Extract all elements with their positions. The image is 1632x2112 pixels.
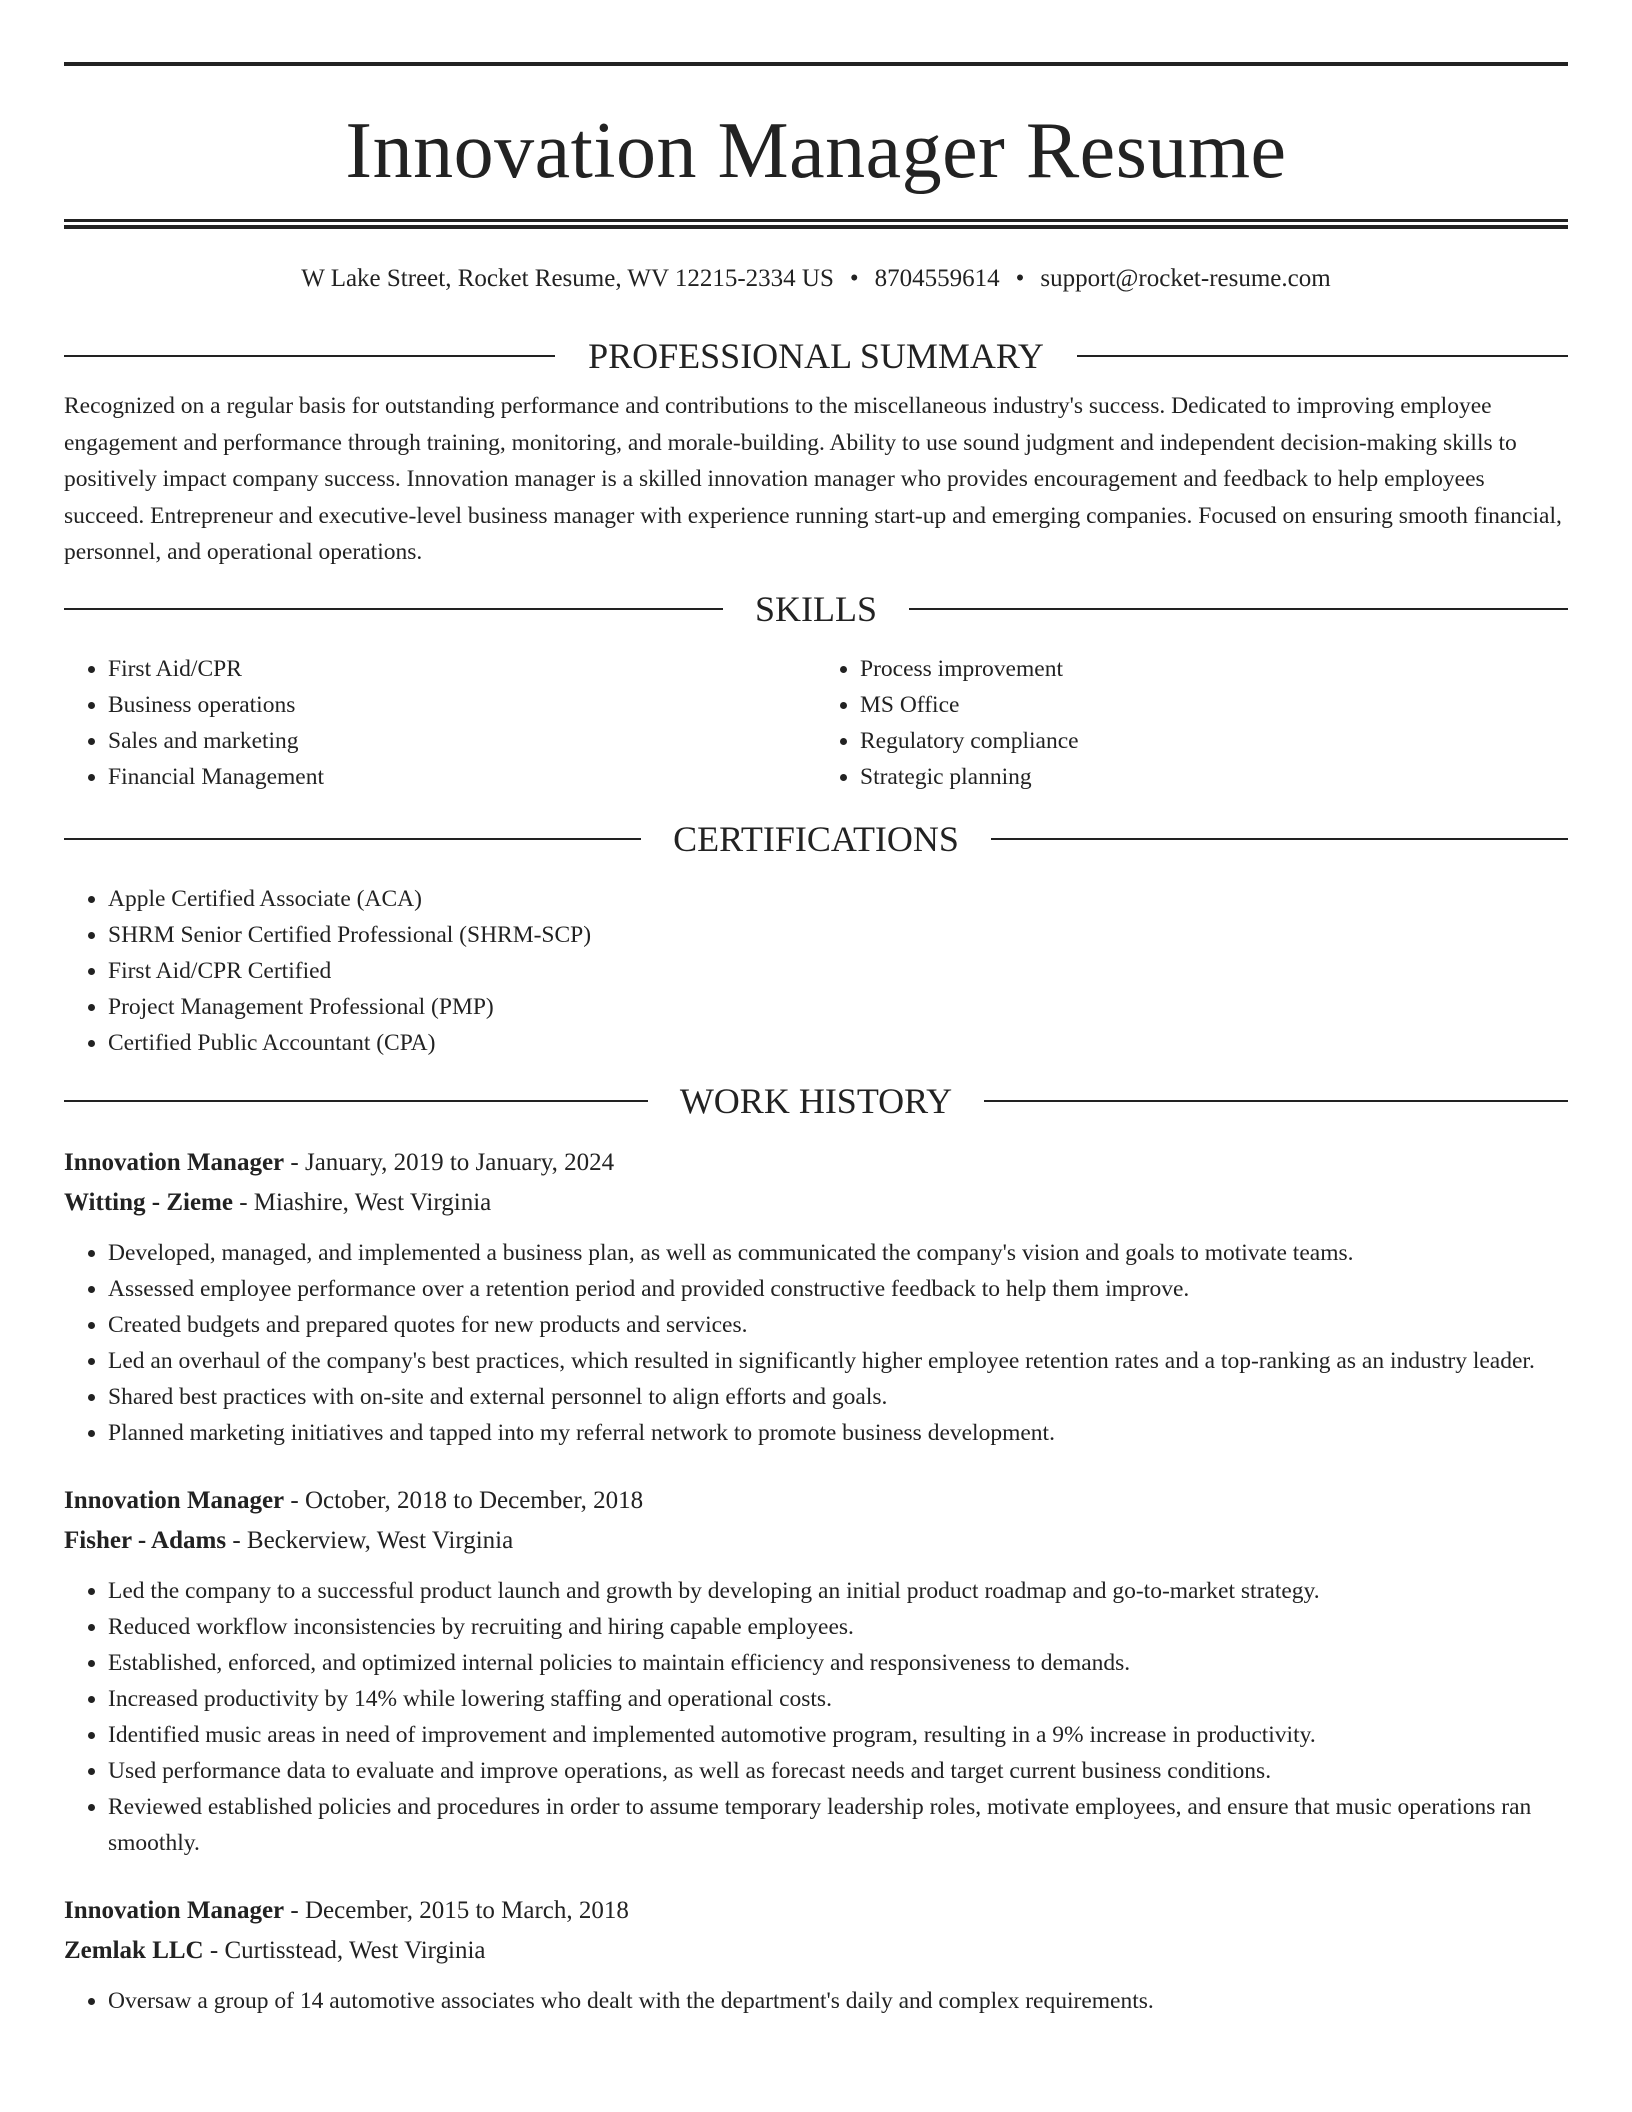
contact-separator: • bbox=[849, 265, 859, 292]
heading-rule-left bbox=[64, 608, 723, 610]
job-bullets bbox=[64, 1573, 1568, 1861]
job-bullet: • Established, enforced, and optimized internal policies to maintain efficiency and responsiveness to demands. bbox=[108, 1645, 1568, 1681]
job-bullet: • Used performance data to evaluate and improve operations, as well as forecast needs and target current business conditions. bbox=[108, 1753, 1568, 1789]
job-location: Miashire, West Virginia bbox=[253, 1188, 492, 1216]
job-bullet: • Oversaw a group of 14 automotive associates who dealt with the department's daily and complex requirements. bbox=[108, 1983, 1568, 2019]
section-heading-work-history bbox=[64, 1079, 1568, 1123]
heading-rule-right bbox=[909, 608, 1568, 610]
job-dates: October, 2018 to December, 2018 bbox=[304, 1486, 644, 1514]
section-title: SKILLS bbox=[755, 588, 878, 629]
job-bullet: • Led an overhaul of the company's best practices, which resulted in significantly higher employee retention rates and a top-ranking as an industry leader. bbox=[108, 1343, 1568, 1379]
job-title-line: Innovation Manager - October, 2018 to December, 2018 bbox=[64, 1486, 644, 1514]
job-bullets bbox=[64, 1235, 1568, 1451]
skill-item: • Business operations bbox=[108, 687, 816, 723]
section-title: CERTIFICATIONS bbox=[673, 818, 959, 859]
job-company: Witting - Zieme bbox=[64, 1188, 233, 1216]
header-double-rule bbox=[64, 219, 1568, 229]
job-bullet: • Planned marketing initiatives and tapped into my referral network to promote business development. bbox=[108, 1415, 1568, 1451]
resume-page bbox=[64, 62, 1568, 2019]
certification-item: • Project Management Professional (PMP) bbox=[108, 989, 1568, 1025]
job-company-line: Witting - Zieme - Miashire, West Virginia bbox=[64, 1188, 492, 1216]
contact-phone: 8704559614 bbox=[874, 265, 1000, 292]
header-top-rule bbox=[64, 62, 1568, 66]
skill-item: • Strategic planning bbox=[860, 759, 1568, 795]
job-title-line: Innovation Manager - December, 2015 to March, 2018 bbox=[64, 1896, 629, 1924]
skill-item: • Financial Management bbox=[108, 759, 816, 795]
certification-item: • First Aid/CPR Certified bbox=[108, 953, 1568, 989]
job-entry bbox=[64, 1481, 1568, 1861]
resume-title: Innovation Manager Resume bbox=[345, 107, 1287, 195]
heading-rule-right bbox=[1077, 355, 1568, 357]
section-heading-certifications bbox=[64, 817, 1568, 861]
job-company: Zemlak LLC bbox=[64, 1936, 204, 1964]
section-title: WORK HISTORY bbox=[679, 1080, 953, 1121]
contact-separator: • bbox=[1015, 265, 1025, 292]
section-title: PROFESSIONAL SUMMARY bbox=[588, 336, 1044, 376]
heading-rule-left bbox=[64, 355, 555, 357]
job-bullet: • Assessed employee performance over a retention period and provided constructive feedback to help them improve. bbox=[108, 1271, 1568, 1307]
skill-item: • First Aid/CPR bbox=[108, 651, 816, 687]
job-bullet: • Increased productivity by 14% while lowering staffing and operational costs. bbox=[108, 1681, 1568, 1717]
contact-address: W Lake Street, Rocket Resume, WV 12215-2334 US bbox=[301, 265, 834, 292]
job-title: Innovation Manager bbox=[64, 1486, 285, 1514]
job-bullet: • Shared best practices with on-site and external personnel to align efforts and goals. bbox=[108, 1379, 1568, 1415]
summary-paragraph: Recognized on a regular basis for outstanding performance and contributions to the miscellaneous industry's success. Dedicated to improving employee engagement and performance through training, monitoring, and morale-building. Ability to use sound judgment and independent decision-making skills to positively impact company success. Innovation manager is a skilled innovation manager who provides encouragement and feedback to help employees succeed. Entrepreneur and executive-level business manager with experience running start-up and emerging companies. Focused on ensuring smooth financial, personnel, and operational operations. bbox=[64, 393, 1562, 566]
job-bullet: • Led the company to a successful product launch and growth by developing an initial product roadmap and go-to-market strategy. bbox=[108, 1573, 1568, 1609]
heading-rule-right bbox=[991, 838, 1568, 840]
job-company: Fisher - Adams bbox=[64, 1526, 227, 1554]
job-bullet: • Identified music areas in need of improvement and implemented automotive program, resulting in a 9% increase in productivity. bbox=[108, 1717, 1568, 1753]
job-entry bbox=[64, 1891, 1568, 2019]
job-dates: January, 2019 to January, 2024 bbox=[304, 1148, 615, 1176]
job-title: Innovation Manager bbox=[64, 1148, 285, 1176]
job-bullets bbox=[64, 1983, 1568, 2019]
skill-item: • Regulatory compliance bbox=[860, 723, 1568, 759]
heading-rule-right bbox=[984, 1100, 1568, 1102]
certification-item: • Certified Public Accountant (CPA) bbox=[108, 1025, 1568, 1061]
job-bullet: • Reduced workflow inconsistencies by recruiting and hiring capable employees. bbox=[108, 1609, 1568, 1645]
section-heading-summary bbox=[64, 334, 1568, 378]
job-bullet: • Developed, managed, and implemented a business plan, as well as communicated the company's vision and goals to motivate teams. bbox=[108, 1235, 1568, 1271]
section-heading-skills bbox=[64, 587, 1568, 631]
skills-columns bbox=[64, 651, 1568, 795]
skill-item: • Process improvement bbox=[860, 651, 1568, 687]
job-dates: December, 2015 to March, 2018 bbox=[304, 1896, 629, 1924]
certification-item: • Apple Certified Associate (ACA) bbox=[108, 881, 1568, 917]
job-location: Beckerview, West Virginia bbox=[246, 1526, 514, 1554]
skills-list-right bbox=[816, 651, 1568, 795]
skill-item: • MS Office bbox=[860, 687, 1568, 723]
job-company-line: Zemlak LLC - Curtisstead, West Virginia bbox=[64, 1936, 486, 1964]
skill-item: • Sales and marketing bbox=[108, 723, 816, 759]
job-bullet: • Reviewed established policies and procedures in order to assume temporary leadership roles, motivate employees, and ensure that music operations ran smoothly. bbox=[108, 1789, 1568, 1861]
job-entry bbox=[64, 1143, 1568, 1451]
heading-rule-left bbox=[64, 838, 641, 840]
contact-line bbox=[64, 264, 1568, 294]
certifications-list bbox=[64, 881, 1568, 1061]
certification-item: • SHRM Senior Certified Professional (SHRM-SCP) bbox=[108, 917, 1568, 953]
job-title: Innovation Manager bbox=[64, 1896, 285, 1924]
job-location: Curtisstead, West Virginia bbox=[224, 1936, 486, 1964]
skills-list-left bbox=[64, 651, 816, 795]
job-title-line: Innovation Manager - January, 2019 to January, 2024 bbox=[64, 1148, 615, 1176]
heading-rule-left bbox=[64, 1100, 648, 1102]
job-bullet: • Created budgets and prepared quotes for new products and services. bbox=[108, 1307, 1568, 1343]
job-company-line: Fisher - Adams - Beckerview, West Virginia bbox=[64, 1526, 514, 1554]
contact-email: support@rocket-resume.com bbox=[1040, 265, 1331, 292]
